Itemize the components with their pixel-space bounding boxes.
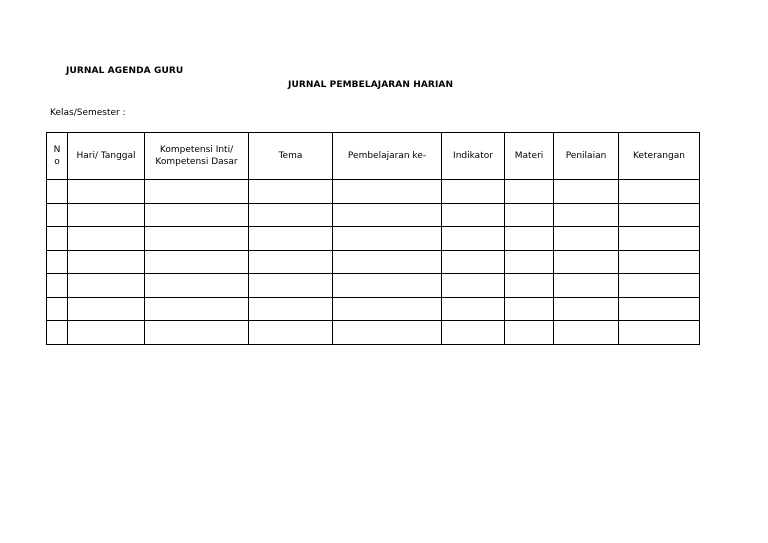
table-cell[interactable] bbox=[145, 297, 249, 321]
table-cell[interactable] bbox=[333, 203, 442, 227]
column-header-tema: Tema bbox=[249, 133, 333, 180]
table-cell[interactable] bbox=[442, 297, 505, 321]
table-cell[interactable] bbox=[47, 274, 68, 298]
table-cell[interactable] bbox=[47, 203, 68, 227]
table-cell[interactable] bbox=[505, 250, 554, 274]
table-cell[interactable] bbox=[68, 180, 145, 204]
column-header-kompetensi: Kompetensi Inti/ Kompetensi Dasar bbox=[145, 133, 249, 180]
table-cell[interactable] bbox=[505, 203, 554, 227]
table-cell[interactable] bbox=[47, 227, 68, 251]
table-cell[interactable] bbox=[145, 274, 249, 298]
table-cell[interactable] bbox=[554, 274, 619, 298]
column-header-no bbox=[47, 133, 68, 180]
table-cell[interactable] bbox=[619, 250, 700, 274]
table-cell[interactable] bbox=[249, 274, 333, 298]
table-row bbox=[47, 203, 700, 227]
table-cell[interactable] bbox=[554, 321, 619, 345]
table-cell[interactable] bbox=[333, 274, 442, 298]
table-cell[interactable] bbox=[333, 227, 442, 251]
table-cell[interactable] bbox=[442, 274, 505, 298]
column-header-materi: Materi bbox=[505, 133, 554, 180]
table-cell[interactable] bbox=[249, 321, 333, 345]
table-cell[interactable] bbox=[68, 227, 145, 251]
table-cell[interactable] bbox=[68, 321, 145, 345]
table-cell[interactable] bbox=[505, 180, 554, 204]
column-header-keterangan: Keterangan bbox=[619, 133, 700, 180]
table-cell[interactable] bbox=[249, 180, 333, 204]
table-cell[interactable] bbox=[249, 297, 333, 321]
table-cell[interactable] bbox=[47, 321, 68, 345]
table-body bbox=[47, 180, 700, 345]
table-cell[interactable] bbox=[619, 297, 700, 321]
table-cell[interactable] bbox=[249, 227, 333, 251]
table-cell[interactable] bbox=[619, 203, 700, 227]
table-cell[interactable] bbox=[619, 227, 700, 251]
table-cell[interactable] bbox=[442, 227, 505, 251]
table-cell[interactable] bbox=[442, 203, 505, 227]
table-cell[interactable] bbox=[145, 227, 249, 251]
table-cell[interactable] bbox=[145, 250, 249, 274]
table-cell[interactable] bbox=[333, 297, 442, 321]
table-cell[interactable] bbox=[145, 180, 249, 204]
table-cell[interactable] bbox=[554, 180, 619, 204]
table-cell[interactable] bbox=[554, 203, 619, 227]
document-title: JURNAL AGENDA GURU bbox=[66, 66, 184, 76]
table-cell[interactable] bbox=[619, 274, 700, 298]
table-cell[interactable] bbox=[249, 250, 333, 274]
table-cell[interactable] bbox=[47, 297, 68, 321]
table-cell[interactable] bbox=[505, 227, 554, 251]
table-cell[interactable] bbox=[68, 250, 145, 274]
table-cell[interactable] bbox=[505, 321, 554, 345]
column-header-no-line1: N bbox=[53, 145, 61, 155]
table-row bbox=[47, 297, 700, 321]
table-cell[interactable] bbox=[47, 180, 68, 204]
table-cell[interactable] bbox=[505, 274, 554, 298]
kelas-semester-label: Kelas/Semester : bbox=[50, 108, 126, 118]
table-cell[interactable] bbox=[554, 297, 619, 321]
table-cell[interactable] bbox=[145, 203, 249, 227]
document-subtitle: JURNAL PEMBELAJARAN HARIAN bbox=[288, 80, 454, 90]
column-header-hari-tanggal: Hari/ Tanggal bbox=[68, 133, 145, 180]
table-header-row bbox=[47, 133, 700, 180]
journal-table bbox=[46, 132, 700, 345]
table-row bbox=[47, 321, 700, 345]
table-cell[interactable] bbox=[442, 180, 505, 204]
table-cell[interactable] bbox=[619, 321, 700, 345]
table-cell[interactable] bbox=[333, 180, 442, 204]
table-cell[interactable] bbox=[47, 250, 68, 274]
table-row bbox=[47, 180, 700, 204]
column-header-penilaian: Penilaian bbox=[554, 133, 619, 180]
table-cell[interactable] bbox=[333, 321, 442, 345]
table-cell[interactable] bbox=[554, 250, 619, 274]
table-cell[interactable] bbox=[554, 227, 619, 251]
table-cell[interactable] bbox=[333, 250, 442, 274]
table-cell[interactable] bbox=[442, 250, 505, 274]
table-row bbox=[47, 250, 700, 274]
table-cell[interactable] bbox=[442, 321, 505, 345]
table-cell[interactable] bbox=[619, 180, 700, 204]
table-cell[interactable] bbox=[249, 203, 333, 227]
table-row bbox=[47, 274, 700, 298]
table-cell[interactable] bbox=[145, 321, 249, 345]
column-header-no-line2: o bbox=[54, 157, 60, 167]
table-cell[interactable] bbox=[505, 297, 554, 321]
column-header-indikator: Indikator bbox=[442, 133, 505, 180]
column-header-pembelajaran: Pembelajaran ke- bbox=[333, 133, 442, 180]
table-cell[interactable] bbox=[68, 203, 145, 227]
table-cell[interactable] bbox=[68, 274, 145, 298]
table-cell[interactable] bbox=[68, 297, 145, 321]
table-row bbox=[47, 227, 700, 251]
